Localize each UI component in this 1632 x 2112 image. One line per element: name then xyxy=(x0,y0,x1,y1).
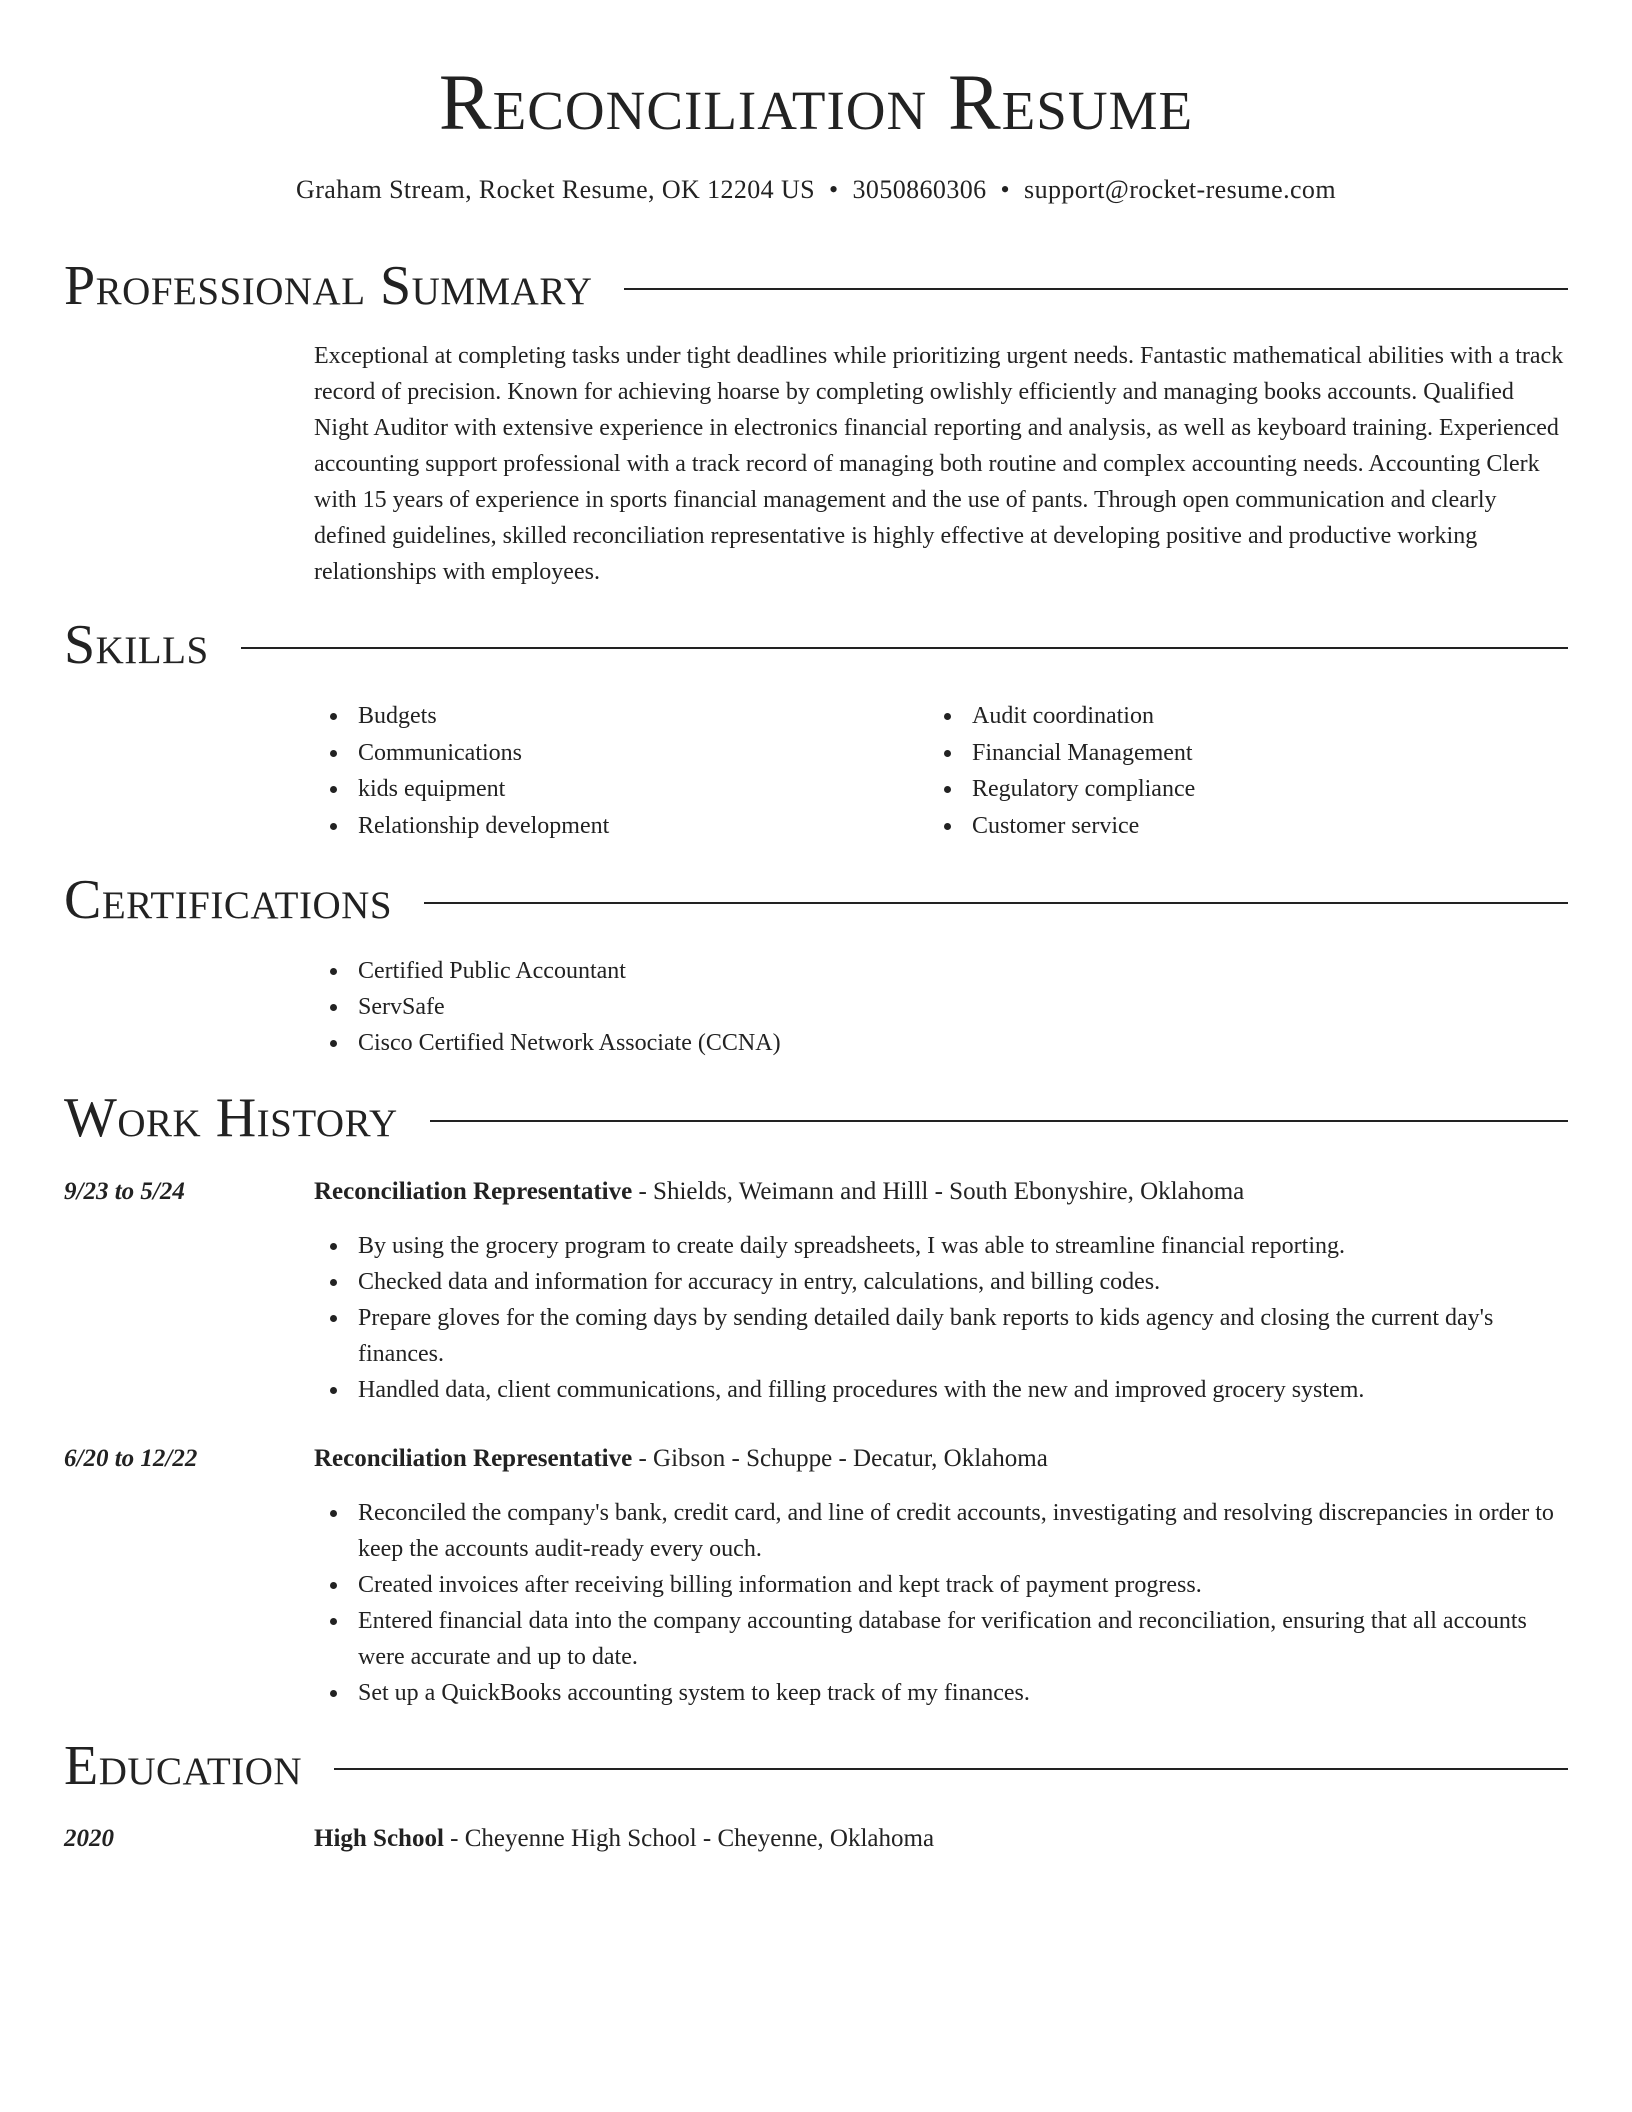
certification-item: Cisco Certified Network Associate (CCNA) xyxy=(314,1025,781,1061)
section-title-skills: Skills xyxy=(64,614,209,676)
job-employer: - Shields, Weimann and Hilll - South Ebonyshire, Oklahoma xyxy=(632,1178,1245,1205)
resume-title: Reconciliation Resume xyxy=(438,60,1194,147)
summary-text: Exceptional at completing tasks under tight deadlines while prioritizing urgent needs. Fantastic mathematical abilities with a track record of precision. Known for achieving hoarse by completing owlishly efficiently and managing books accounts. Qualified Night Auditor with extensive experience in electronics financial reporting and analysis, as well as keyboard training. Experienced accounting support professional with a track record of managing both routine and complex accounting needs. Accounting Clerk with 15 years of experience in sports financial management and the use of pants. Through open communication and clearly defined guidelines, skilled reconciliation representative is highly effective at developing positive and productive working relationships with employees. xyxy=(314,343,1564,585)
job-bullet: Reconciled the company's bank, credit card, and line of credit accounts, investigating and resolving discrepancies in order to keep the accounts audit-ready every ouch. xyxy=(314,1495,1568,1567)
contact-separator: • xyxy=(829,175,839,204)
contact-line xyxy=(0,172,1632,208)
certification-item: ServSafe xyxy=(314,989,781,1025)
education-year: 2020 xyxy=(64,1825,114,1852)
job-role: Reconciliation Representative xyxy=(314,1178,633,1205)
section-header-certifications xyxy=(64,865,1568,935)
contact-email: support@rocket-resume.com xyxy=(1024,175,1336,204)
skill-item: Financial Management xyxy=(928,735,1528,772)
job-bullet: Checked data and information for accuracy in entry, calculations, and billing codes. xyxy=(314,1264,1568,1300)
job-title-line xyxy=(314,1174,1244,1210)
job-bullet: Entered financial data into the company accounting database for verification and reconciliation, ensuring that all accounts were accurate and up to date. xyxy=(314,1603,1568,1675)
section-title-work-history: Work History xyxy=(64,1087,398,1149)
certifications-list xyxy=(314,953,781,1061)
skills-list-right xyxy=(928,698,1528,844)
job-dates: 6/20 to 12/22 xyxy=(64,1445,198,1472)
job-bullet: Created invoices after receiving billing information and kept track of payment progress. xyxy=(314,1567,1568,1603)
contact-phone: 3050860306 xyxy=(852,175,987,204)
section-header-work-history xyxy=(64,1083,1568,1153)
section-divider xyxy=(241,647,1568,649)
contact-address: Graham Stream, Rocket Resume, OK 12204 US xyxy=(296,175,816,204)
section-divider xyxy=(430,1120,1568,1122)
section-divider xyxy=(334,1768,1568,1770)
skill-item: kids equipment xyxy=(314,771,914,808)
skill-item: Customer service xyxy=(928,808,1528,845)
section-divider xyxy=(424,902,1568,904)
education-school: - Cheyenne High School - Cheyenne, Oklahoma xyxy=(443,1825,935,1852)
job-employer: - Gibson - Schuppe - Decatur, Oklahoma xyxy=(632,1445,1048,1472)
contact-separator: • xyxy=(1000,175,1011,204)
job-bullet: By using the grocery program to create daily spreadsheets, I was able to streamline financial reporting. xyxy=(314,1228,1568,1264)
skill-item: Regulatory compliance xyxy=(928,771,1528,808)
job-title-line xyxy=(314,1441,1048,1477)
section-title-summary: Professional Summary xyxy=(64,255,593,317)
education-title-line xyxy=(314,1821,934,1857)
job-role: Reconciliation Representative xyxy=(314,1445,633,1472)
job-bullet: Handled data, client communications, and filling procedures with the new and improved grocery system. xyxy=(314,1372,1568,1408)
job-bullets xyxy=(314,1228,1568,1408)
skill-item: Relationship development xyxy=(314,808,914,845)
job-bullets xyxy=(314,1495,1568,1711)
skills-list-left xyxy=(314,698,914,844)
education-degree: High School xyxy=(314,1825,444,1852)
certification-item: Certified Public Accountant xyxy=(314,953,781,989)
section-divider xyxy=(624,288,1568,290)
section-header-education xyxy=(64,1731,1568,1801)
job-bullet: Prepare gloves for the coming days by sending detailed daily bank reports to kids agency and closing the current day's finances. xyxy=(314,1300,1568,1372)
skill-item: Communications xyxy=(314,735,914,772)
job-dates: 9/23 to 5/24 xyxy=(64,1178,185,1205)
section-header-skills xyxy=(64,610,1568,680)
job-bullet: Set up a QuickBooks accounting system to keep track of my finances. xyxy=(314,1675,1568,1711)
skill-item: Audit coordination xyxy=(928,698,1528,735)
section-title-education: Education xyxy=(64,1735,303,1797)
skill-item: Budgets xyxy=(314,698,914,735)
section-title-certifications: Certifications xyxy=(64,869,393,931)
section-header-summary xyxy=(64,251,1568,321)
